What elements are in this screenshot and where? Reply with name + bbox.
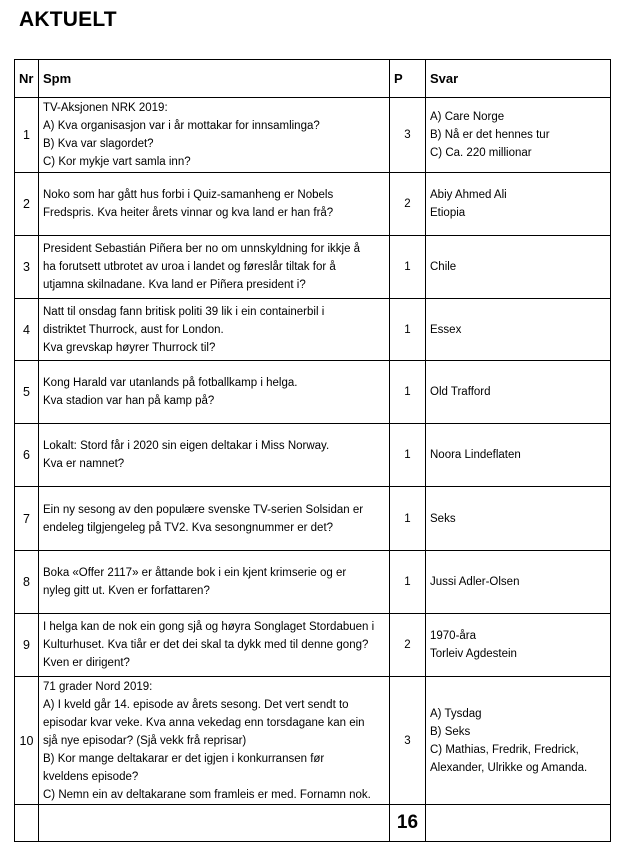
question-line: Boka «Offer 2117» er åttande bok i ein kjent krimserie og er [43,567,347,579]
question-number: 5 [15,361,39,424]
answer-line: Noora Lindeflaten [430,449,521,461]
table-row [15,236,611,299]
question-line: episodar kvar veke. Kva anna vekedag enn torsdagane kan ein [43,716,365,729]
question-number: 3 [15,236,39,299]
answer-line: C) Ca. 220 millionar [430,147,532,159]
table-row [15,424,611,487]
answer-text [426,173,611,236]
question-number: 1 [15,98,39,173]
header-answer: Svar [426,60,611,98]
answer-line: Essex [430,323,462,336]
question-number: 10 [15,677,39,805]
answer-line: 1970-åra [430,630,477,642]
header-nr: Nr [15,60,39,98]
question-number: 4 [15,299,39,361]
question-line: utjamna skilnadane. Kva land er Piñera president i? [43,279,306,291]
question-number: 7 [15,487,39,551]
quiz-table [14,59,611,842]
question-line: A) Kva organisasjon var i år mottakar for innsamlinga? [43,120,320,132]
table-row [15,299,611,361]
answer-line: B) Seks [430,725,471,738]
header-row [15,60,611,98]
total-row [15,805,611,842]
question-line: President Sebastián Piñera ber no om unnskyldning for ikkje å [43,243,361,255]
points-value: 1 [390,487,426,551]
answer-line: Torleiv Agdestein [430,648,517,660]
points-value: 1 [390,551,426,614]
question-text [39,677,390,805]
question-text [39,614,390,677]
points-value: 1 [390,299,426,361]
question-line: Kva stadion var han på kamp på? [43,395,215,407]
question-line: ha forutsett utbrotet av uroa i landet og føreslår tiltak for å [43,261,336,273]
question-line: C) Kor mykje vart samla inn? [43,156,191,168]
points-value: 2 [390,614,426,677]
question-line: Fredspris. Kva heiter årets vinnar og kva land er han frå? [43,207,334,219]
question-line: Kva er namnet? [43,458,125,470]
question-line: endeleg tilgjengeleg på TV2. Kva sesongnummer er det? [43,521,334,534]
question-number: 9 [15,614,39,677]
table-row [15,487,611,551]
header-points: P [390,60,426,98]
question-line: Lokalt: Stord får i 2020 sin eigen deltakar i Miss Norway. [43,440,330,452]
points-value: 1 [390,361,426,424]
question-line: distriktet Thurrock, aust for London. [43,323,224,336]
answer-line: Old Trafford [430,386,491,398]
question-text [39,424,390,487]
question-line: Kven er dirigent? [43,657,130,669]
question-number: 8 [15,551,39,614]
question-line: A) I kveld går 14. episode av årets sesong. Det vert sendt to [43,698,349,711]
question-line: C) Nemn ein av deltakarane som framleis er med. Fornamn nok. [43,788,371,801]
question-text [39,487,390,551]
answer-line: Abiy Ahmed Ali [430,189,507,201]
answer-line: Seks [430,512,456,525]
question-line: Kva grevskap høyrer Thurrock til? [43,341,216,354]
question-text [39,299,390,361]
question-line: Ein ny sesong av den populære svenske TV-serien Solsidan er [43,503,364,516]
answer-text [426,98,611,173]
answer-text [426,424,611,487]
question-line: B) Kor mange deltakarar er det igjen i konkurransen før [43,752,325,765]
question-line: Natt til onsdag fann britisk politi 39 lik i ein containerbil i [43,305,325,318]
question-line: TV-Aksjonen NRK 2019: [43,102,168,114]
answer-text [426,299,611,361]
table-row [15,173,611,236]
question-line: I helga kan de nok ein gong sjå og høyra Songlaget Stordabuen i [43,621,375,633]
question-line: Kong Harald var utanlands på fotballkamp i helga. [43,377,298,389]
table-row [15,551,611,614]
answer-text [426,677,611,805]
table-row [15,98,611,173]
question-line: B) Kva var slagordet? [43,138,154,150]
answer-text [426,551,611,614]
answer-text [426,361,611,424]
table-row [15,677,611,805]
answer-text [426,614,611,677]
answer-line: B) Nå er det hennes tur [430,129,550,141]
answer-line: A) Care Norge [430,111,505,123]
points-value: 3 [390,98,426,173]
question-line: Kulturhuset. Kva tiår er det dei skal ta dykk med til denne gong? [43,639,369,651]
answer-line: Chile [430,261,457,273]
answer-line: Jussi Adler-Olsen [430,576,520,588]
answer-text [426,487,611,551]
answer-text [426,236,611,299]
question-text [39,361,390,424]
table-row [15,361,611,424]
points-value: 2 [390,173,426,236]
question-number: 6 [15,424,39,487]
points-value: 1 [390,424,426,487]
answer-line: Etiopia [430,207,466,219]
question-line: 71 grader Nord 2019: [43,680,153,693]
question-number: 2 [15,173,39,236]
answer-line: A) Tysdag [430,707,482,720]
question-line: kveldens episode? [43,770,139,783]
question-line: sjå nye episodar? (Sjå vekk frå reprisar) [43,734,247,747]
points-value: 1 [390,236,426,299]
question-text [39,236,390,299]
question-line: Noko som har gått hus forbi i Quiz-samanheng er Nobels [43,189,334,201]
question-line: nyleg gitt ut. Kven er forfattaren? [43,585,210,597]
question-text [39,173,390,236]
question-text [39,98,390,173]
table-row [15,614,611,677]
points-total: 16 [390,805,426,842]
header-question: Spm [39,60,390,98]
points-value: 3 [390,677,426,805]
answer-line: Alexander, Ulrikke og Amanda. [430,761,588,774]
question-text [39,551,390,614]
answer-line: C) Mathias, Fredrik, Fredrick, [430,743,579,756]
page-title: AKTUELT [19,8,117,31]
